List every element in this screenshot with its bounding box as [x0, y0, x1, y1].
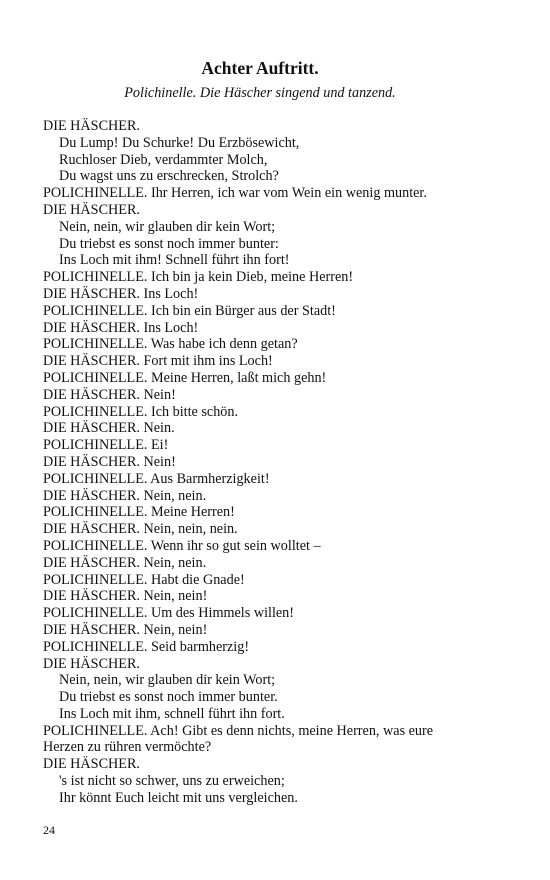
speech-line: POLICHINELLE. Seid barmherzig!	[43, 638, 250, 655]
verse-line: Ruchloser Dieb, verdammter Molch,	[59, 151, 268, 168]
speech-line: Herzen zu rühren vermöchte?	[43, 739, 212, 756]
verse-line: Du triebst es sonst noch immer bunter.	[59, 689, 278, 706]
speaker-line: DIE HÄSCHER.	[43, 201, 140, 218]
verse-line: Du wagst uns zu erschrecken, Strolch?	[59, 168, 279, 185]
dialogue-text	[43, 118, 483, 807]
verse-line: Du triebst es sonst noch immer bunter:	[59, 235, 279, 252]
speech-line: POLICHINELLE. Ei!	[43, 437, 169, 454]
speech-line: POLICHINELLE. Wenn ihr so gut sein wolltet –	[43, 537, 321, 554]
speech-line: DIE HÄSCHER. Fort mit ihm ins Loch!	[43, 353, 273, 370]
speech-line: DIE HÄSCHER. Nein, nein!	[43, 588, 208, 605]
speech-line: DIE HÄSCHER. Nein, nein.	[43, 487, 207, 504]
scene-title: Achter Auftritt.	[201, 58, 319, 78]
speech-line: DIE HÄSCHER. Nein!	[43, 453, 176, 470]
speech-line: POLICHINELLE. Was habe ich denn getan?	[43, 336, 298, 353]
speech-line: POLICHINELLE. Ihr Herren, ich war vom Wein ein wenig munter.	[43, 185, 427, 202]
verse-line: Ihr könnt Euch leicht mit uns vergleichen.	[59, 789, 298, 806]
speaker-line: DIE HÄSCHER.	[43, 118, 140, 134]
verse-line: Du Lump! Du Schurke! Du Erzbösewicht,	[59, 134, 300, 151]
speech-line: POLICHINELLE. Meine Herren!	[43, 504, 235, 521]
verse-line: Nein, nein, wir glauben dir kein Wort;	[59, 672, 276, 689]
speaker-line: DIE HÄSCHER.	[43, 655, 140, 672]
speech-line: POLICHINELLE. Ich bin ein Bürger aus der Stadt!	[43, 302, 336, 319]
speech-line: POLICHINELLE. Ach! Gibt es denn nichts, meine Herren, was eure	[43, 722, 434, 739]
speech-line: DIE HÄSCHER. Nein!	[43, 386, 176, 403]
speech-line: DIE HÄSCHER. Ins Loch!	[43, 319, 199, 336]
verse-line: Ins Loch mit ihm! Schnell führt ihn fort!	[59, 252, 290, 269]
speech-line: DIE HÄSCHER. Nein.	[43, 420, 175, 437]
verse-line: 's ist nicht so schwer, uns zu erweichen;	[59, 773, 285, 790]
speech-line: DIE HÄSCHER. Nein, nein, nein.	[43, 521, 238, 538]
speech-line: DIE HÄSCHER. Nein, nein!	[43, 621, 208, 638]
verse-line: Nein, nein, wir glauben dir kein Wort;	[59, 218, 276, 235]
stage-direction: Polichinelle. Die Häscher singend und tanzend.	[124, 85, 396, 101]
speech-line: DIE HÄSCHER. Nein, nein.	[43, 554, 207, 571]
speech-line: POLICHINELLE. Ich bin ja kein Dieb, meine Herren!	[43, 269, 354, 286]
verse-line: Ins Loch mit ihm, schnell führt ihn fort.	[59, 705, 285, 722]
speech-line: POLICHINELLE. Aus Barmherzigkeit!	[43, 470, 270, 487]
speaker-line: DIE HÄSCHER.	[43, 756, 140, 773]
page-number: 24	[43, 823, 55, 837]
speech-line: POLICHINELLE. Habt die Gnade!	[43, 571, 245, 588]
speech-line: POLICHINELLE. Meine Herren, laßt mich gehn!	[43, 369, 327, 386]
speech-line: DIE HÄSCHER. Ins Loch!	[43, 285, 199, 302]
speech-line: POLICHINELLE. Ich bitte schön.	[43, 403, 239, 420]
speech-line: POLICHINELLE. Um des Himmels willen!	[43, 605, 295, 622]
